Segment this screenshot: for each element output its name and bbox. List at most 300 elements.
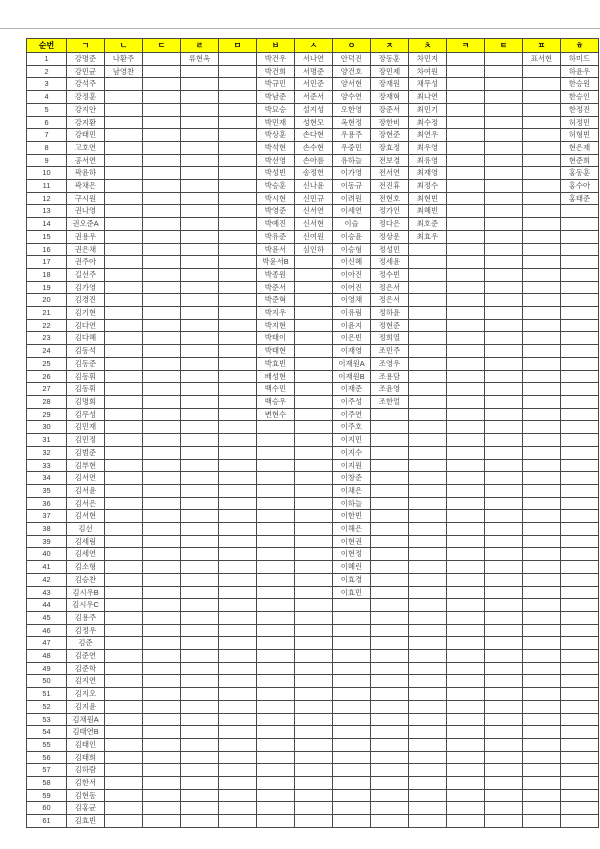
consonant-column-header: ㅇ [333, 39, 371, 53]
name-cell [409, 523, 447, 536]
name-cell [561, 624, 599, 637]
name-cell [371, 624, 409, 637]
name-cell [447, 497, 485, 510]
name-cell: 조민주 [371, 345, 409, 358]
table-row [27, 472, 599, 485]
name-cell: 김선 [67, 523, 105, 536]
name-cell [485, 472, 523, 485]
name-cell [143, 459, 181, 472]
name-cell [523, 484, 561, 497]
name-cell [181, 510, 219, 523]
row-number-cell: 15 [27, 230, 67, 243]
name-cell [485, 256, 523, 269]
name-cell [181, 726, 219, 739]
name-cell [219, 116, 257, 129]
name-cell [371, 510, 409, 523]
name-cell [181, 548, 219, 561]
row-number-cell: 39 [27, 535, 67, 548]
name-cell [561, 548, 599, 561]
name-cell [219, 421, 257, 434]
name-cell [523, 141, 561, 154]
row-number-cell: 61 [27, 815, 67, 828]
name-cell [181, 561, 219, 574]
name-cell [485, 218, 523, 231]
name-cell: 김범준 [67, 446, 105, 459]
name-cell: 고호연 [67, 141, 105, 154]
name-cell [105, 777, 143, 790]
name-cell [219, 802, 257, 815]
name-cell: 이승형 [333, 243, 371, 256]
row-number-cell: 52 [27, 700, 67, 713]
name-cell [219, 510, 257, 523]
name-cell [561, 815, 599, 828]
name-cell: 하윤우 [561, 65, 599, 78]
name-cell [181, 319, 219, 332]
name-cell: 정은서 [371, 294, 409, 307]
table-row [27, 53, 599, 66]
name-cell [219, 357, 257, 370]
name-cell: 김채원A [67, 713, 105, 726]
name-cell [181, 434, 219, 447]
name-cell: 박효빈 [257, 357, 295, 370]
name-cell: 장재원 [371, 78, 409, 91]
row-number-cell: 56 [27, 751, 67, 764]
name-cell [523, 662, 561, 675]
name-cell: 장준서 [371, 103, 409, 116]
name-cell: 차민지 [409, 53, 447, 66]
name-cell [561, 434, 599, 447]
name-cell [143, 586, 181, 599]
name-cell [485, 535, 523, 548]
name-cell [561, 230, 599, 243]
roster-table [26, 38, 599, 828]
table-row [27, 319, 599, 332]
name-cell [409, 777, 447, 790]
name-cell [447, 650, 485, 663]
name-cell [219, 446, 257, 459]
name-cell: 신서연 [295, 205, 333, 218]
table-row [27, 141, 599, 154]
name-cell [143, 370, 181, 383]
row-number-cell: 31 [27, 434, 67, 447]
name-cell [105, 192, 143, 205]
name-cell [181, 599, 219, 612]
name-cell: 이어진 [333, 281, 371, 294]
table-row [27, 523, 599, 536]
name-cell [523, 789, 561, 802]
name-cell: 장재혁 [371, 91, 409, 104]
name-cell [295, 357, 333, 370]
name-cell [447, 624, 485, 637]
name-cell [105, 332, 143, 345]
name-cell [485, 459, 523, 472]
table-row [27, 675, 599, 688]
name-cell [143, 700, 181, 713]
name-cell [447, 370, 485, 383]
name-cell [219, 484, 257, 497]
name-cell [105, 205, 143, 218]
name-cell [523, 294, 561, 307]
name-cell [485, 268, 523, 281]
name-cell [143, 395, 181, 408]
name-cell: 권나영 [67, 205, 105, 218]
name-cell [485, 611, 523, 624]
name-cell [447, 472, 485, 485]
name-cell [257, 675, 295, 688]
name-cell [143, 535, 181, 548]
name-cell: 변현수 [257, 408, 295, 421]
name-cell: 권은채 [67, 243, 105, 256]
name-cell [371, 459, 409, 472]
name-cell: 권용우 [67, 230, 105, 243]
name-cell [485, 688, 523, 701]
name-cell: 김효빈 [67, 815, 105, 828]
name-cell [523, 357, 561, 370]
name-cell [485, 726, 523, 739]
name-cell: 박윤서B [257, 256, 295, 269]
name-cell: 김준연 [67, 650, 105, 663]
table-row [27, 268, 599, 281]
name-cell [523, 802, 561, 815]
name-cell [219, 662, 257, 675]
name-cell: 권오준A [67, 218, 105, 231]
name-cell: 김가영 [67, 281, 105, 294]
name-cell: 서민준 [295, 78, 333, 91]
name-cell [523, 319, 561, 332]
name-cell: 박지우 [257, 307, 295, 320]
name-cell [409, 611, 447, 624]
row-number-cell: 23 [27, 332, 67, 345]
name-cell [295, 611, 333, 624]
name-cell [143, 688, 181, 701]
name-cell [485, 713, 523, 726]
name-cell [257, 421, 295, 434]
name-cell: 전보경 [371, 154, 409, 167]
name-cell [561, 472, 599, 485]
name-cell [333, 802, 371, 815]
name-cell: 박영준 [257, 205, 295, 218]
name-cell [523, 434, 561, 447]
name-cell: 김동휘 [67, 370, 105, 383]
name-cell [143, 510, 181, 523]
name-cell [485, 383, 523, 396]
name-cell [105, 129, 143, 142]
name-cell [447, 738, 485, 751]
name-cell [105, 637, 143, 650]
name-cell [105, 116, 143, 129]
name-cell [105, 586, 143, 599]
name-cell [219, 103, 257, 116]
name-cell [105, 548, 143, 561]
name-cell [181, 91, 219, 104]
name-cell [143, 675, 181, 688]
name-cell: 우중민 [333, 141, 371, 154]
name-cell [219, 281, 257, 294]
name-cell [295, 675, 333, 688]
name-cell [523, 726, 561, 739]
name-cell [181, 662, 219, 675]
name-cell: 옥현정 [333, 116, 371, 129]
name-cell [371, 523, 409, 536]
name-cell [143, 205, 181, 218]
name-cell [447, 53, 485, 66]
name-cell: 최유영 [409, 154, 447, 167]
name-cell [561, 345, 599, 358]
name-cell: 강명준 [67, 53, 105, 66]
name-cell [523, 548, 561, 561]
name-cell: 이효민 [333, 586, 371, 599]
name-cell [409, 268, 447, 281]
table-row [27, 738, 599, 751]
row-number-cell: 26 [27, 370, 67, 383]
name-cell [561, 637, 599, 650]
name-cell: 최나연 [409, 91, 447, 104]
name-cell: 최재영 [409, 167, 447, 180]
name-cell [257, 459, 295, 472]
name-cell: 채무성 [409, 78, 447, 91]
name-cell [485, 319, 523, 332]
name-cell [485, 357, 523, 370]
name-cell [485, 129, 523, 142]
name-cell: 정은서 [371, 281, 409, 294]
name-cell [371, 535, 409, 548]
name-cell [295, 484, 333, 497]
name-cell [257, 637, 295, 650]
name-cell [409, 243, 447, 256]
name-cell [523, 713, 561, 726]
name-cell: 최우영 [409, 141, 447, 154]
name-cell: 홍태준 [561, 192, 599, 205]
name-cell [181, 700, 219, 713]
row-number-cell: 58 [27, 777, 67, 790]
name-cell [257, 484, 295, 497]
name-cell [143, 624, 181, 637]
name-cell: 서준서 [295, 91, 333, 104]
name-cell: 김명회 [67, 395, 105, 408]
name-cell: 이재원A [333, 357, 371, 370]
name-cell: 이재준 [333, 383, 371, 396]
row-number-cell: 42 [27, 573, 67, 586]
name-cell: 최민기 [409, 103, 447, 116]
name-cell: 전서연 [371, 167, 409, 180]
name-cell [181, 777, 219, 790]
name-cell [143, 268, 181, 281]
name-cell [143, 548, 181, 561]
name-cell: 현준희 [561, 154, 599, 167]
name-cell: 길선주 [67, 268, 105, 281]
name-cell [409, 459, 447, 472]
row-number-cell: 32 [27, 446, 67, 459]
name-cell [561, 243, 599, 256]
name-cell [219, 167, 257, 180]
name-cell [371, 573, 409, 586]
name-cell [181, 637, 219, 650]
name-cell [409, 535, 447, 548]
name-cell [257, 650, 295, 663]
name-cell [257, 700, 295, 713]
name-cell [219, 53, 257, 66]
name-cell [143, 129, 181, 142]
name-cell: 김다혜 [67, 332, 105, 345]
name-cell [447, 307, 485, 320]
name-cell [257, 523, 295, 536]
name-cell [105, 434, 143, 447]
name-cell [485, 332, 523, 345]
name-cell: 김지오 [67, 688, 105, 701]
name-cell [143, 738, 181, 751]
name-cell: 이슬 [333, 218, 371, 231]
name-cell: 이재영 [333, 345, 371, 358]
name-cell [523, 129, 561, 142]
name-cell [561, 357, 599, 370]
name-cell: 전진휴 [371, 180, 409, 193]
name-cell [561, 294, 599, 307]
name-cell [485, 497, 523, 510]
name-cell: 한정진 [561, 103, 599, 116]
name-cell [143, 256, 181, 269]
name-cell: 강민균 [67, 65, 105, 78]
name-cell [485, 281, 523, 294]
name-cell [295, 789, 333, 802]
name-cell: 이은빈 [333, 332, 371, 345]
name-cell [561, 789, 599, 802]
name-cell [523, 167, 561, 180]
name-cell [523, 611, 561, 624]
name-cell [523, 345, 561, 358]
name-cell [447, 256, 485, 269]
name-cell: 권주아 [67, 256, 105, 269]
name-cell [409, 357, 447, 370]
name-cell [143, 408, 181, 421]
name-cell [447, 637, 485, 650]
name-cell [105, 319, 143, 332]
name-cell [219, 726, 257, 739]
name-cell [523, 307, 561, 320]
name-cell [143, 78, 181, 91]
name-cell: 공서연 [67, 154, 105, 167]
name-cell [295, 751, 333, 764]
name-cell [561, 662, 599, 675]
name-cell [105, 624, 143, 637]
name-cell [409, 637, 447, 650]
consonant-column-header: ㅌ [485, 39, 523, 53]
name-cell [447, 484, 485, 497]
name-cell [181, 573, 219, 586]
name-cell: 박건우 [257, 53, 295, 66]
name-cell: 최수정 [409, 116, 447, 129]
name-cell [143, 91, 181, 104]
name-cell: 전현호 [371, 192, 409, 205]
name-cell: 김세연 [67, 548, 105, 561]
name-cell: 장한비 [371, 116, 409, 129]
name-cell [561, 281, 599, 294]
name-cell [143, 294, 181, 307]
name-cell: 김지윤 [67, 700, 105, 713]
name-cell [295, 446, 333, 459]
row-number-cell: 1 [27, 53, 67, 66]
name-cell: 이주호 [333, 421, 371, 434]
table-row [27, 777, 599, 790]
name-cell [105, 307, 143, 320]
name-cell [105, 738, 143, 751]
name-cell [219, 78, 257, 91]
name-cell [523, 510, 561, 523]
table-row [27, 586, 599, 599]
table-row [27, 650, 599, 663]
name-cell: 박성빈 [257, 167, 295, 180]
name-cell [485, 154, 523, 167]
name-cell [295, 599, 333, 612]
row-number-cell: 49 [27, 662, 67, 675]
name-cell [447, 599, 485, 612]
name-cell [447, 688, 485, 701]
name-cell [219, 472, 257, 485]
name-cell [447, 294, 485, 307]
row-number-cell: 20 [27, 294, 67, 307]
name-cell: 이려원 [333, 192, 371, 205]
name-cell [181, 523, 219, 536]
name-cell: 박지현 [257, 319, 295, 332]
name-cell [485, 624, 523, 637]
name-cell [219, 294, 257, 307]
name-cell [295, 434, 333, 447]
table-row [27, 688, 599, 701]
name-cell [485, 395, 523, 408]
name-cell [105, 764, 143, 777]
name-cell [105, 408, 143, 421]
row-number-cell: 7 [27, 129, 67, 142]
name-cell [257, 777, 295, 790]
name-cell: 나환주 [105, 53, 143, 66]
table-row [27, 624, 599, 637]
name-cell [561, 726, 599, 739]
name-cell [181, 357, 219, 370]
name-cell [105, 688, 143, 701]
name-cell [219, 408, 257, 421]
name-cell: 심인하 [295, 243, 333, 256]
row-number-cell: 5 [27, 103, 67, 116]
row-number-cell: 10 [27, 167, 67, 180]
name-cell: 이윤지 [333, 319, 371, 332]
name-cell [181, 497, 219, 510]
name-cell [333, 688, 371, 701]
name-cell [219, 777, 257, 790]
name-cell [485, 91, 523, 104]
name-cell [143, 116, 181, 129]
name-cell: 이효경 [333, 573, 371, 586]
name-cell: 정세윤 [371, 256, 409, 269]
name-cell [143, 383, 181, 396]
name-cell [409, 815, 447, 828]
name-cell [295, 383, 333, 396]
name-cell [523, 192, 561, 205]
name-cell [523, 91, 561, 104]
row-number-cell: 28 [27, 395, 67, 408]
name-cell: 하미드 [561, 53, 599, 66]
name-cell [143, 599, 181, 612]
name-cell [371, 777, 409, 790]
name-cell [447, 611, 485, 624]
name-cell [523, 650, 561, 663]
name-cell [447, 459, 485, 472]
table-row [27, 218, 599, 231]
name-cell [143, 523, 181, 536]
name-cell [219, 383, 257, 396]
table-row [27, 357, 599, 370]
name-cell [447, 561, 485, 574]
name-cell [485, 510, 523, 523]
name-cell: 이채은 [333, 484, 371, 497]
